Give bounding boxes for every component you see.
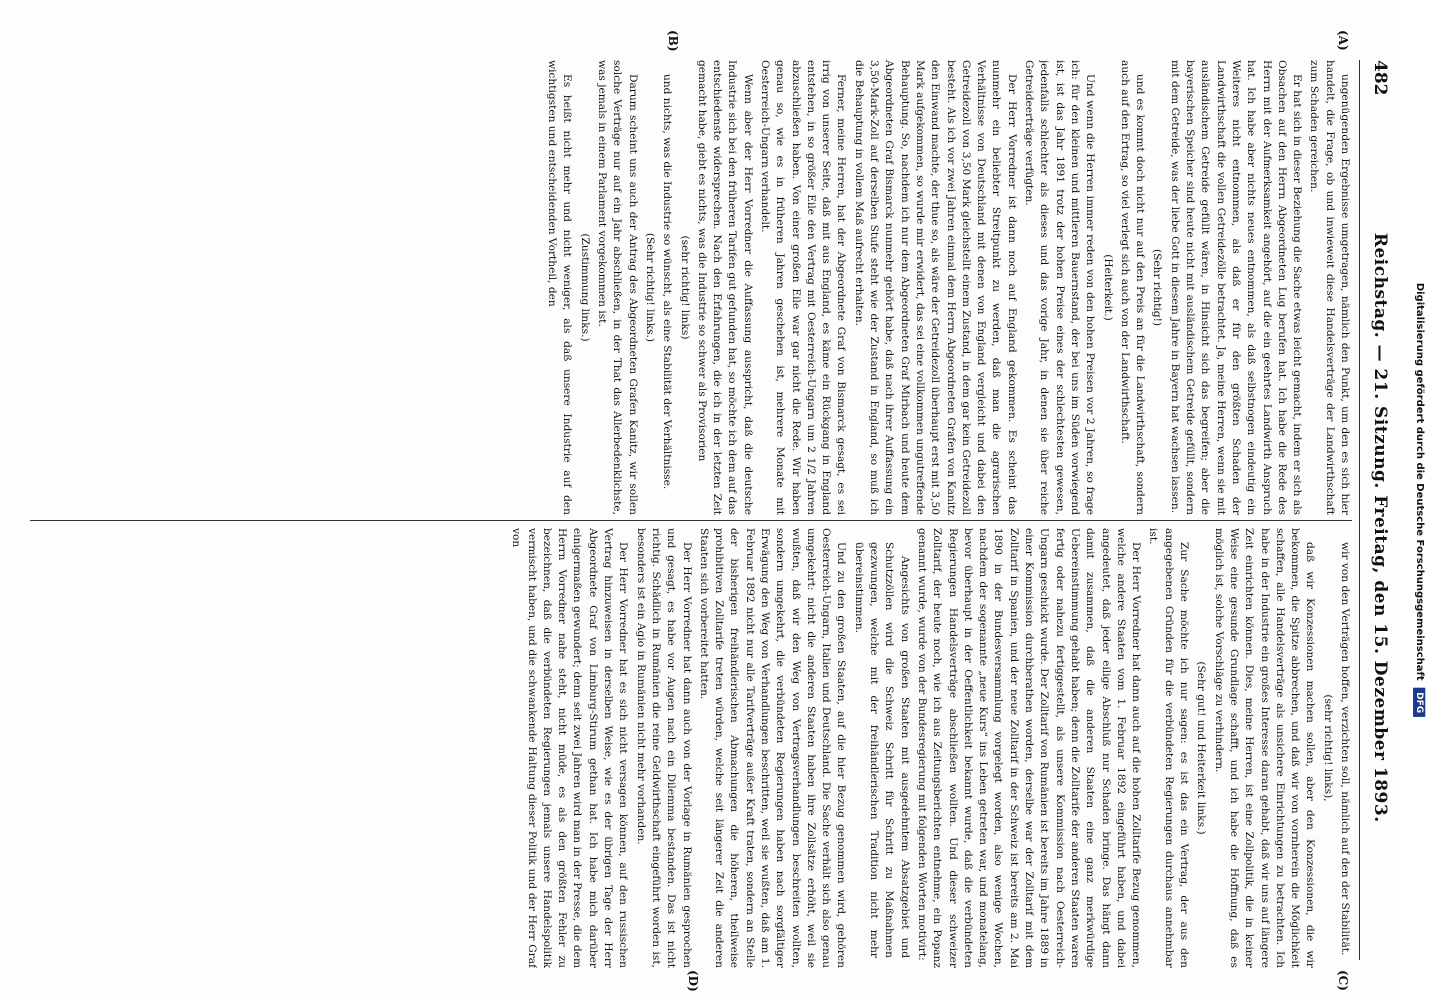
paragraph: Und zu den großen Staaten, auf die hier Bezug genommen wird, gehören Oesterreich-Ungarn, Italien und Deutschland. Die Sache verhält sich also genau umgekehrt: nicht die anderen Staaten haben ihre Zollsätze erhöht, weil sie wußten, daß wir den Weg von Vertragsverhandlungen beschreiten wollten, sondern umgekehrt, die verbündeten Regierungen haben nach sorgfältiger Erwägung den Weg von Verhandlungen beschritten, weil sie wußten, daß am 1. Februar 1892 nicht nur alle Tarifverträge außer Kraft traten, sondern an Stelle der bisherigen freihändlerischen Abmachungen die höheren, theilweise prohibitiven Zolltarife treten würden, welche seit längerer Zeit die anderen Staaten sich vorbereitet hatten. (697, 528, 848, 968)
page-number: 482 (1370, 60, 1390, 96)
quotation: Angesichts von großen Staaten mit ausgedehntem Absatzgebiet und Schutzzöllen wird die Schweiz Schritt für Schritt zu Maßnahmen gezwungen, welche mit der freihändlerischen Tradition nicht mehr übereinstimmen. (852, 542, 911, 958)
left-column (30, 60, 1352, 515)
interjection: (sehr richtig! links), (1321, 694, 1334, 802)
paragraph: Der Herr Vorredner hat es sich nicht versagen können, auf den russischen Vertrag hinzuweisen in derselben Weise, wie es der übrigen Tage der Herr Abgeordnete Graf von Limburg-Stirum gethan hat. Ich habe mich darüber einigermaßen gewundert; denn seit zwei Jahren wird man in der Presse, die dem Herrn Vorredner nahe steht, nicht müde, es als den größten Fehler zu bezeichnen, daß die verbündeten Regierungen jemals unsere Handelspolitik vermischt haben, und die schwankende Haltung dieser Politik und der Herr Graf von (510, 528, 630, 968)
interjection: (Sehr richtig!) (1151, 249, 1164, 326)
paragraph: daß wir Konzessionen machen sollen, aber den Konzessionen, die wir bekommen, die Spitze abbrechen, und daß wir von vornherein die Möglichkeit schaffen, alle Handelsverträge als unsichere Einrichtungen zu betrachten. Ich habe in der Industrie ein großes Interesse daran gehabt, daß wir uns auf längere Zeit einrichten können. Dies, meine Herren, ist eine Zollpolitik, die in keiner Weise eine gesunde Grundlage schafft, und ich habe die Hoffnung, daß es möglich ist, solche Vorschläge zu verhindern. (1212, 528, 1317, 968)
paragraph: Er hat sich in dieser Beziehung die Sache etwas leicht gemacht, indem er sich als Obsachen auf den Herrn Abgeordneten Lug berufen hat. Ich habe die Rede des Herrn mit der Aufmerksamkeit angehört, auf die ein geehrtes Landwirth Anspruch hat. Ich habe aber nichts neues entnommen, als daß selbstnogen eindeutig ein Weiteres nicht entnommen, als daß er für den größten Schaden der Landwirthschaft die vollen Getreidezölle betrachtet. Ja, meine Herren, wenn sie mit ausländischem Getreide gefüllt wären, in Hinsicht sich das begreifen; aber die bayerischen Speicher sind heute nicht mit ausländischem Getreide gefüllt, sondern mit dem Getreide, was der liebe Gott in diesem Jahre in Bayern hat wachsen lassen. (1168, 60, 1304, 515)
interjection: (sehr richtig! links) (678, 235, 691, 340)
paragraph: und nichts, was die Industrie so wünscht, als eine Stabilität der Verhältnisse. (661, 74, 674, 490)
paragraph: Zur Sache möchte ich nur sagen: es ist das ein Vertrag, der aus den angegebenen Gründen für die verbündeten Regierungen durchaus annehmbar ist. (1147, 528, 1191, 968)
column-divider (30, 520, 1352, 521)
paragraph: Wenn aber der Herr Vorredner die Auffassung ausspricht, daß die deutsche Industrie sich bei den früheren Tarifen gut gefunden hat, so möchte ich dem auf das entschiedenste widersprechen. Nach den Erfahrungen, die ich in der letzten Zeit gemacht habe, giebt es nichts, was die Industrie so schwer als Provisorien (695, 60, 754, 515)
paragraph: wir von den Verträgen hoffen, verzichten soll, nämlich auf den der Stabilität. (1339, 542, 1351, 956)
interjection: (Heiterkeit.) (1101, 254, 1114, 321)
margin-mark-d: (D) (686, 970, 700, 992)
interjection: (Zustimmung links.) (578, 233, 591, 342)
paragraph: und es kommt doch nicht nur auf den Preis an für die Landwirthschaft, sondern auch auf den Ertrag, so viel verlegt sich auch von der Landwirthschaft. (1118, 60, 1147, 515)
paragraph: Ferner, meine Herren, hat der Abgeordnete Graf von Bismarck gesagt, es sei irrig von unserer Seite, daß mit aus England, es käme ein Rückgang in England entstehen, in so größer Eile den Vertrag mit Oesterreich-Ungarn um 2 1/2 Jahren abzuschließen haben. Von einer großen Eile war gar nicht die Rede. Wir haben genau so, wie es in früheren Jahren geschehen ist, mehrere Monate mit Oesterreich-Ungarn verhandelt. (759, 60, 848, 515)
digitization-text: Digitalisierung gefördert durch die Deutsche Forschungsgemeinschaft (1414, 282, 1425, 681)
digitization-note (1406, 0, 1432, 1000)
margin-mark-c: (C) (1336, 970, 1350, 991)
interjection: (Sehr richtig! links.) (643, 232, 656, 343)
session-heading: Reichstag. — 21. Sitzung. Freitag, den 15. Dezember 1893. (1370, 232, 1390, 823)
paragraph: Der Herr Vorredner hat dann auch auf die hohen Zolltarife Bezug genommen, welche andere Staaten vom 1. Februar 1892 eingeführt haben, und dabei angedeutet, daß jeder eilige Abschluß nur Schaden bringe. Das hängt dann damit zusammen, daß die anderen Staaten eine ganz merkwürdige Uebereinstimmung gehabt haben; denn die Zolltarife der anderen Staaten waren fertig oder nahezu fertiggestellt, als unsere Kommission nach Oesterreich-Ungarn geschickt wurde. Der Zolltarif von Rumänien ist bereits im Jahre 1889 in einer Kommission durchberathen worden, derselbe war der Zolltarif mit dem Zolltarif in Spanien, und der neue Zolltarif in der Schweiz ist bereits am 2. Mai 1890 in der Bundesversammlung vorgelegt worden, also wenige Wochen, nachdem der sogenannte „neue Kurs“ ins Leben getreten war, und monatelang, bevor überhaupt in der Oeffentlichkeit bekannt wurde, daß die verbündeten Regierungen Handelsverträge abschließen wollten. Und dieser schweizer Zolltarif, der heute noch, wie ich aus Zeitungsberichten entnehme, ein Popanz genannt wurde, wurde von der Bundesregierung mit folgenden Worten motivirt: (915, 528, 1143, 968)
margin-mark-a: (A) (1336, 30, 1350, 51)
paragraph: ungenügenden Ergebnisse umgetragen, nämlich den Punkt, um den es sich hier handelt, die Frage, ob und inwieweit diese Handelsverträge der Landwirthschaft zum Schaden gereichen. (1308, 60, 1351, 515)
paragraph: Der Herr Vorredner ist dann noch auf England gekommen. Es scheint das nunmehr ein beliebter Streitpunkt zu werden, daß man die agrarischen Verhältnisse von Deutschland mit denen von England vergleicht und dabei den Getreidezoll von 3,50 Mark gleichstellt einem Zustand, in dem gar kein Getreidezoll besteht. Als ich vor zwei Jahren einmal dem Herrn Abgeordneten Grafen von Kanitz den Einwand machte, der thue so, als wäre der Getreidezoll überhaupt erst mit 3,50 Mark aufgekommen, so wurde mir erwidert, das sei eine vollkommen ungutreffende Behauptung. So, nachdem ich nur dem Abgeordneten Graf Mirbach und heute dem Abgeordneten Graf Bismarck nunmehr gehört habe, daß nach ihrer Auffassung ein 3,50-Mark-Zoll auf derselben Stufe steht wie der Zustand in England, so muß ich die Behauptung in vollem Maß aufrecht erhalten. (852, 60, 1018, 515)
interjection: (Sehr gut! und Heiterkeit links.) (1195, 661, 1208, 835)
paragraph: Es heißt nicht mehr und nicht weniger, als daß unsere Industrie auf den wichtigsten und entscheidenden Vortheil, den (546, 60, 574, 515)
page-header (1359, 60, 1400, 960)
paragraph: Der Herr Vorredner hat dann auch von der Vorlage in Rumänien gesprochen und gesagt, es habe vor Augen nach ein Dilemma bestanden. Das ist nicht richtig. Schädlich in Rumänien die reine Geldwirthschaft eingeführt worden ist, besonders ist ein Agio in Rumänien nicht mehr vorhanden. (634, 528, 693, 968)
margin-mark-b: (B) (666, 30, 680, 52)
right-column (30, 528, 1352, 968)
paragraph: Darum scheint uns auch der Antrag des Abgeordneten Grafen Kanitz, wir sollen solche Verträge nur auf ein Jahr abschließen, in der That das Allerbedenklichste, was jemals in einem Parlament vorgekommen ist. (596, 60, 639, 515)
dfg-logo-icon: DFG (1413, 688, 1425, 717)
paragraph: Und wenn die Herren immer reden von den hohen Preisen vor 2 Jahren, so frage ich: für den kleinen und mittleren Bauernstand, der bei uns im Süden vorwiegend ist, ist das Jahr 1891 trotz der hohen Preise eines der schlechtesten gewesen, jedenfalls schlechter als dieses und das vorige Jahr, in denen sie über reiche Getreideerträge verfügten. (1023, 60, 1097, 515)
